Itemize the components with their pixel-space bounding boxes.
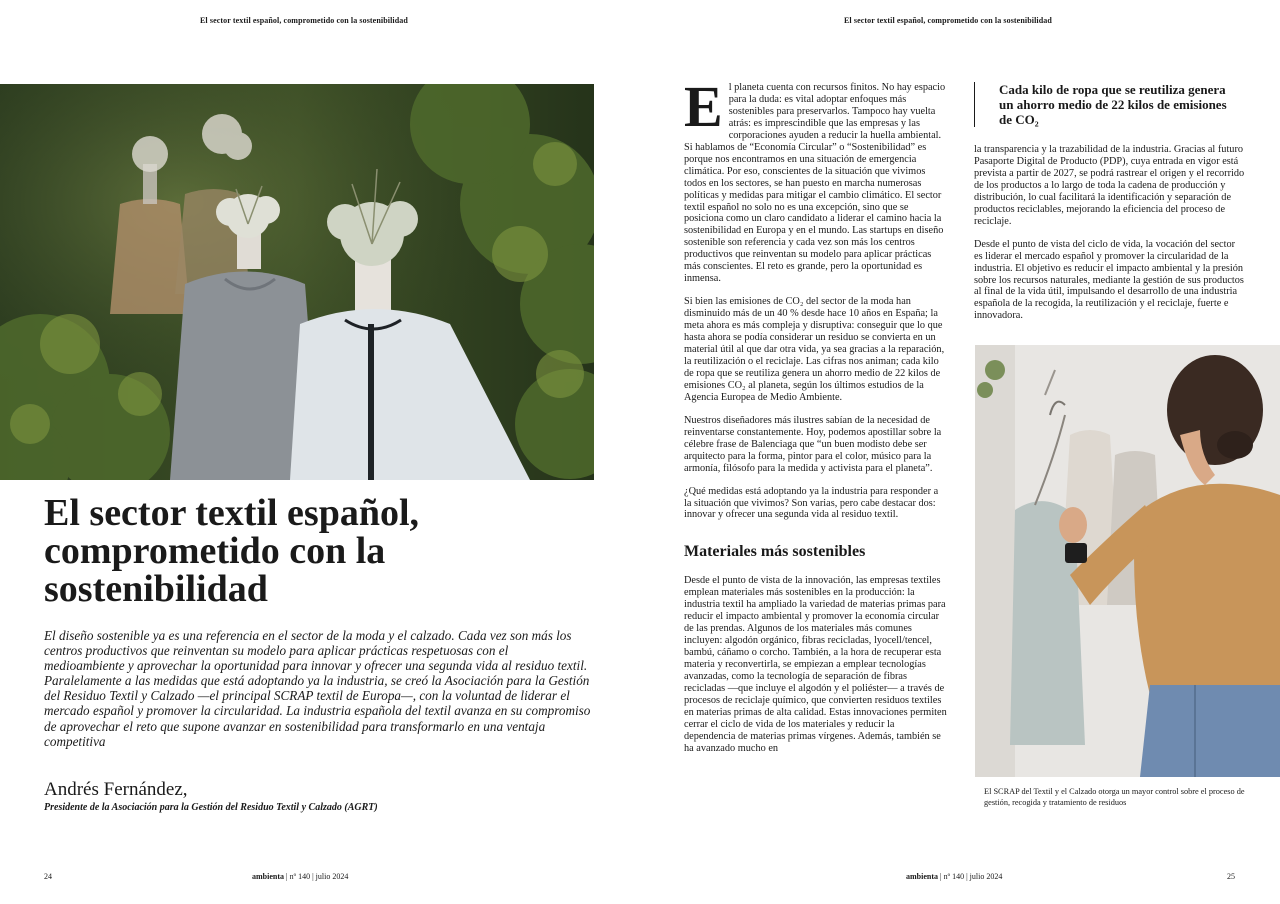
footer-magazine: ambienta (906, 872, 938, 881)
paragraph: ¿Qué medidas está adoptando ya la industria para responder a la situación que vivimos? Son varias, pero cabe destacar dos: innovar y ofrecer una segunda vida al residuo textil. (684, 485, 939, 521)
pull-quote: Cada kilo de ropa que se reutiliza genera un ahorro medio de 22 kilos de emisiones de CO₂ (974, 82, 1239, 127)
paragraph: l planeta cuenta con recursos finitos. No hay espacio para la duda: es vital adoptar enfoques más sostenibles para preservarlos. Tampoco hay vuelta atrás: es imprescindible que las empresas y las corporaciones ayuden a reducir la huella ambiental. Si hablamos de “Economía Circular” o “Sostenibilidad” es porque nos encontramos en una situación de emergencia climática. Por eso, conscientes de la situación que vivimos todos en los sectores, se han puesto en marcha numerosas políticas y medidas para mitigar el cambio climático. El sector textil español no solo no es una excepción, sino que se posiciona como un claro candidato a liderar el camino hacia la sostenibilidad en Europa y en el mundo. Las startups en diseño sostenible son referencia y cada vez son más los centros productivos que reinventan su modelo para aplicar prácticas más conscientes. El reto es grande, pero la oportunidad es inmensa. (684, 82, 946, 285)
footer-issue: | nº 140 | julio 2024 (938, 872, 1003, 881)
running-head: El sector textil español, comprometido con la sostenibilidad (844, 16, 1052, 25)
footer (252, 872, 348, 881)
section-subhead: Materiales más sostenibles (684, 543, 866, 561)
body-column-2 (974, 144, 1246, 333)
running-head: El sector textil español, comprometido con la sostenibilidad (200, 16, 408, 25)
paragraph: la transparencia y la trazabilidad de la industria. Gracias al futuro Pasaporte Digital de Producto (PDP), cuya entrada en vigor está prevista a partir de 2027, se podrá rastrear el origen y el recorrido de los productos a lo largo de toda la cadena de producción y distribución, lo cual facilitará la identificación y separación de productos reciclables, mejorando la eficiencia del proceso de reciclaje. (974, 144, 1245, 227)
article-title: El sector textil español, comprometido con la sostenibilidad (44, 492, 420, 610)
footer-magazine: ambienta (252, 872, 284, 881)
mannequins-with-plants-photo (0, 84, 594, 480)
paragraph: Desde el punto de vista de la innovación, las empresas textiles emplean materiales más sostenibles en la producción: la industria textil ha ampliado la variedad de materias primas para reducir el impacto ambiental y promover la economía circular de las prendas. Algunos de los materiales más comunes incluyen: algodón orgánico, fibras recicladas, lyocell/tencel, bambú, cáñamo o corcho. También, a la hora de recuperar esta materia y reconvertirla, se empiezan a emplear tecnologías avanzadas, como la tecnología de separación de fibras recicladas —que incluye el algodón y el poliéster— a través de procesos de reciclaje químico, que convierten residuos textiles en materias primas de alta calidad. Estas innovaciones permiten cerrar el ciclo de vida de los materiales y reducir la dependencia de materias primas vírgenes. Además, también se ha avanzado mucho en (684, 575, 947, 754)
page-number: 25 (1227, 872, 1235, 881)
author-role: Presidente de la Asociación para la Gestión del Residuo Textil y Calzado (AGRT) (44, 802, 378, 813)
body-column-1 (684, 74, 948, 766)
paragraph: Nuestros diseñadores más ilustres sabían de la necesidad de reinventarse constantemente. Hoy, podemos apostillar sobre la célebre frase de Balenciaga que “un buen modisto debe ser arquitecto para la forma, pintor para el color, músico para la armonía, filósofo para la medida y activista para el planeta”. (684, 414, 942, 474)
footer (906, 872, 1002, 881)
article-lede: El diseño sostenible ya es una referencia en el sector de la moda y el calzado. Cada vez son más los centros productivos que reinventan su modelo para aplicar prácticas respetuosas con el medioambiente y aprovechar la oportunidad para innovar y ofrecer una segunda vida al residuo textil. Paralelamente a las medidas que está adoptando ya la industria, se creó la Asociación para la Gestión del Residuo Textil y Calzado —el principal SCRAP textil de Europa—, con la voluntad de liderar el mercado español y promover la circularidad. La industria española del textil avanza en su compromiso de aprovechar el reto que supone avanzar en sostenibilidad para transformarlo en una ventaja competitiva (44, 628, 591, 749)
paragraph: Si bien las emisiones de CO₂ del sector de la moda han disminuido más de un 40 % desde hace 10 años en España; la meta ahora es más compleja y disruptiva: conseguir que lo que hasta ahora se podía considerar un residuo se convierta en un material útil al que dar otra vida, ya sea gracias a la reparación, la reutilización o el reciclaje. Las cifras nos animan; cada kilo de ropa que se reutiliza genera un ahorro medio de 22 kilos de emisiones CO₂ al planeta, según los últimos estudios de la Agencia Europea de Medio Ambiente. (684, 296, 945, 403)
dropcap: E (684, 74, 723, 139)
author-name: Andrés Fernández, (44, 779, 188, 800)
photo-caption: El SCRAP del Textil y el Calzado otorga un mayor control sobre el proceso de gestión, recogida y tratamiento de residuos (984, 787, 1245, 807)
paragraph: Desde el punto de vista del ciclo de vida, la vocación del sector es liderar el mercado español y promover la circularidad de la industria. El objetivo es reducir el impacto ambiental y la presión sobre los recursos naturales, mediante la gestión de sus productos al final de la vida útil, impulsando el desarrollo de una industria española de la recogida, la reutilización y el reciclaje, fuerte e innovadora. (974, 238, 1244, 322)
woman-browsing-clothes-photo (975, 345, 1280, 777)
right-page (640, 0, 1280, 904)
footer-issue: | nº 140 | julio 2024 (284, 872, 349, 881)
page-number: 24 (44, 872, 52, 881)
